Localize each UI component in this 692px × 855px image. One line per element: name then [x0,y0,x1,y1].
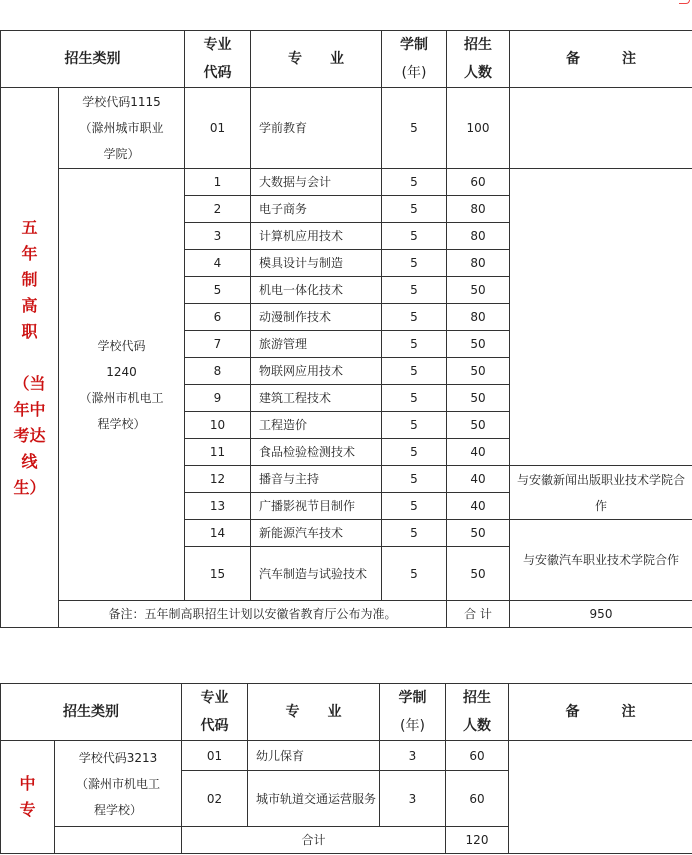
cell-major: 幼儿保育 [248,741,380,771]
cell-code: 7 [185,331,251,358]
table-row [1,88,692,169]
cell-major: 动漫制作技术 [251,304,382,331]
corner-mark [679,0,690,4]
cell-years: 5 [382,520,447,547]
header-major: 专 业 [248,684,380,741]
cell-code: 01 [185,88,251,169]
cell-major: 汽车制造与试验技术 [251,547,382,601]
cell-code: 1 [185,169,251,196]
cell-major: 计算机应用技术 [251,223,382,250]
cell-years: 5 [382,250,447,277]
header-duration: 学制 (年) [380,684,446,741]
header-code: 专业 代码 [182,684,248,741]
cell-code: 11 [185,439,251,466]
cell-code: 8 [185,358,251,385]
cell-major: 旅游管理 [251,331,382,358]
cell-count: 50 [447,547,510,601]
header-category: 招生类别 [1,31,185,88]
table-row [1,169,692,196]
header-count: 招生 人数 [446,684,509,741]
cell-code: 4 [185,250,251,277]
cell-count: 50 [447,385,510,412]
school-1240: 学校代码 1240 （滁州市机电工 程学校） [59,169,185,601]
cell-major: 城市轨道交通运营服务 [248,771,380,827]
cell-count: 80 [447,223,510,250]
cell-major: 大数据与会计 [251,169,382,196]
total-label: 合 计 [447,601,510,628]
cell-major: 播音与主持 [251,466,382,493]
cell-code: 12 [185,466,251,493]
cell-code: 10 [185,412,251,439]
cell-years: 5 [382,493,447,520]
cell-code: 2 [185,196,251,223]
cell-count: 60 [446,771,509,827]
cell-years: 5 [382,169,447,196]
header-code: 专业 代码 [185,31,251,88]
cell-remark [510,88,692,169]
cell-major: 机电一体化技术 [251,277,382,304]
footnote: 备注：五年制高职招生计划以安徽省教育厅公布为准。 [59,601,447,628]
cell-years: 5 [382,196,447,223]
cell-major: 物联网应用技术 [251,358,382,385]
enrollment-table-secondary [0,683,692,854]
cell-code: 14 [185,520,251,547]
total-blank [55,827,182,854]
total-label: 合计 [182,827,446,854]
cell-years: 5 [382,439,447,466]
cell-code: 01 [182,741,248,771]
category-five-year-label: 五 年 制 高 职 （当 年中 考达 线 生） [1,88,59,628]
cell-code: 5 [185,277,251,304]
cell-count: 50 [447,331,510,358]
cell-code: 3 [185,223,251,250]
remark-auto-college: 与安徽汽车职业技术学院合作 [510,520,692,601]
cell-code: 6 [185,304,251,331]
cell-code: 02 [182,771,248,827]
remark-news-publishing: 与安徽新闻出版职业技术学院合作 [510,466,692,520]
cell-major: 学前教育 [251,88,382,169]
header-category: 招生类别 [1,684,182,741]
total-value: 950 [510,601,692,628]
cell-years: 5 [382,277,447,304]
cell-count: 40 [447,466,510,493]
cell-major: 模具设计与制造 [251,250,382,277]
header-remark: 备 注 [509,684,692,741]
cell-count: 50 [447,412,510,439]
category-secondary-label: 中 专 [1,741,55,854]
cell-years: 3 [380,771,446,827]
cell-years: 5 [382,547,447,601]
cell-code: 13 [185,493,251,520]
cell-count: 50 [447,520,510,547]
cell-remark [509,741,692,854]
cell-count: 40 [447,493,510,520]
cell-years: 5 [382,331,447,358]
school-1115: 学校代码1115 （滁州城市职业 学院） [59,88,185,169]
cell-years: 5 [382,466,447,493]
cell-years: 5 [382,304,447,331]
cell-remark [510,169,692,466]
cell-major: 工程造价 [251,412,382,439]
cell-years: 3 [380,741,446,771]
cell-years: 5 [382,223,447,250]
header-row [1,684,692,741]
cell-count: 80 [447,250,510,277]
cell-count: 60 [446,741,509,771]
cell-code: 9 [185,385,251,412]
cell-count: 50 [447,358,510,385]
cell-years: 5 [382,88,447,169]
header-remark: 备 注 [510,31,692,88]
header-count: 招生 人数 [447,31,510,88]
cell-count: 50 [447,277,510,304]
header-duration: 学制 (年) [382,31,447,88]
cell-count: 80 [447,196,510,223]
cell-major: 建筑工程技术 [251,385,382,412]
cell-years: 5 [382,412,447,439]
cell-count: 60 [447,169,510,196]
table-row [1,741,692,771]
enrollment-table-five-year [0,30,692,628]
cell-major: 新能源汽车技术 [251,520,382,547]
cell-count: 100 [447,88,510,169]
footer-row [1,601,692,628]
school-3213: 学校代码3213 （滁州市机电工 程学校） [55,741,182,827]
cell-count: 80 [447,304,510,331]
cell-years: 5 [382,358,447,385]
cell-code: 15 [185,547,251,601]
cell-count: 40 [447,439,510,466]
cell-major: 电子商务 [251,196,382,223]
header-major: 专 业 [251,31,382,88]
header-row [1,31,692,88]
cell-major: 食品检验检测技术 [251,439,382,466]
total-value: 120 [446,827,509,854]
cell-major: 广播影视节目制作 [251,493,382,520]
cell-years: 5 [382,385,447,412]
